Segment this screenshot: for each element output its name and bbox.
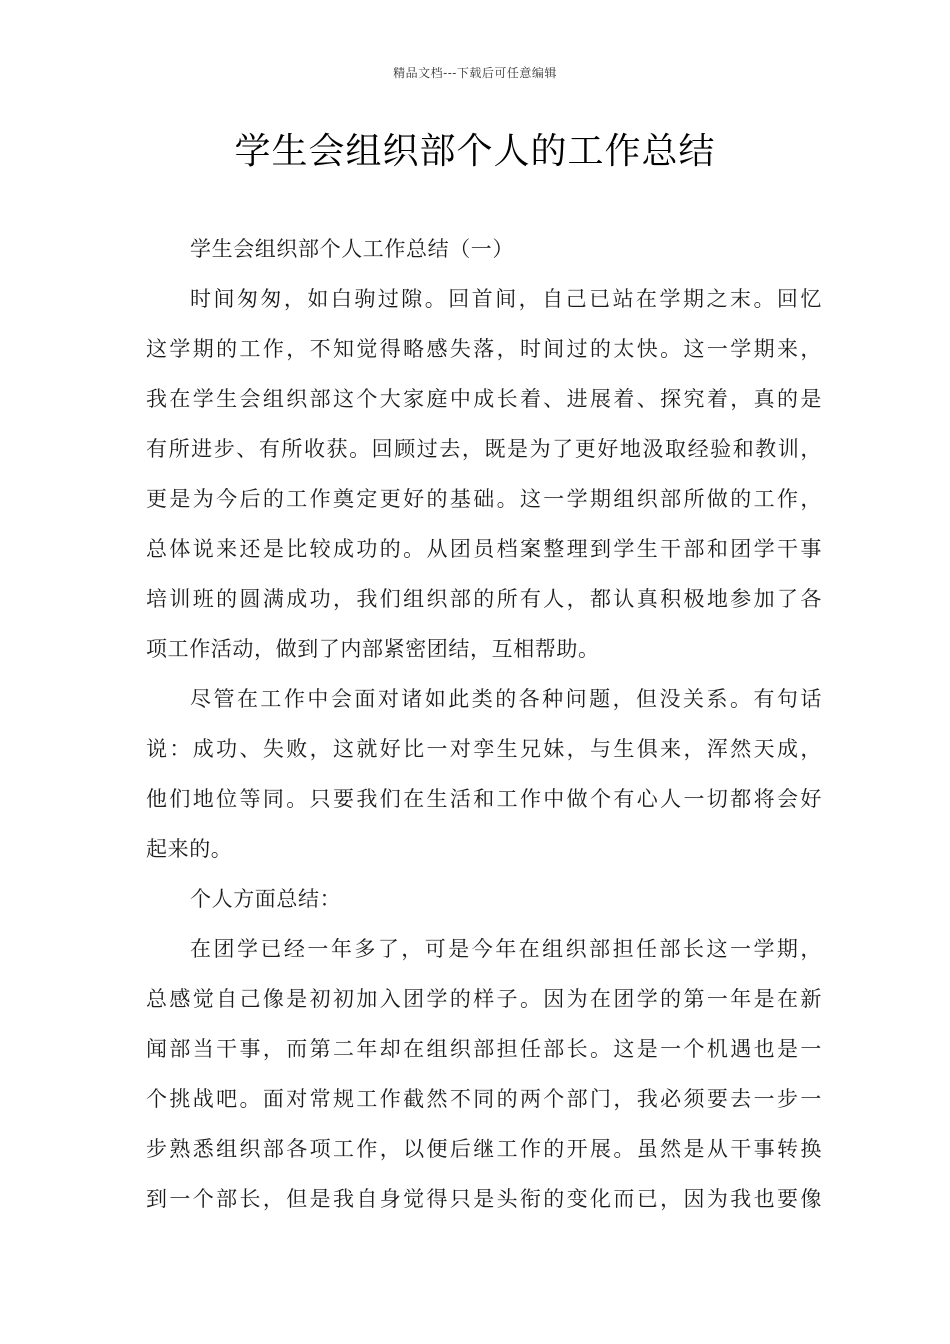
text-line: 更是为今后的工作奠定更好的基础。这一学期组织部所做的工作， xyxy=(146,487,822,511)
text-line: 到一个部长，但是我自身觉得只是头衔的变化而已，因为我也要像 xyxy=(146,1187,822,1211)
text-line: 个人方面总结： xyxy=(190,887,342,911)
text-line: 培训班的圆满成功，我们组织部的所有人，都认真积极地参加了各 xyxy=(146,587,822,611)
text-line: 尽管在工作中会面对诸如此类的各种问题，但没关系。有句话 xyxy=(190,687,822,711)
text-line: 时间匆匆，如白驹过隙。回首间，自己已站在学期之末。回忆 xyxy=(190,287,822,311)
text-line: 说：成功、失败，这就好比一对孪生兄妹，与生俱来，浑然天成， xyxy=(146,737,822,761)
text-line: 闻部当干事，而第二年却在组织部担任部长。这是一个机遇也是一 xyxy=(146,1037,822,1061)
text-line: 项工作活动，做到了内部紧密团结，互相帮助。 xyxy=(146,637,600,661)
text-line: 这学期的工作，不知觉得略感失落，时间过的太快。这一学期来， xyxy=(146,337,822,361)
text-line: 他们地位等同。只要我们在生活和工作中做个有心人一切都将会好 xyxy=(146,787,822,811)
text-line: 总体说来还是比较成功的。从团员档案整理到学生干部和团学干事 xyxy=(146,537,822,561)
text-line: 个挑战吧。面对常规工作截然不同的两个部门，我必须要去一步一 xyxy=(146,1087,822,1111)
text-line: 起来的。 xyxy=(146,837,233,861)
text-line: 学生会组织部个人工作总结（一） xyxy=(190,237,514,261)
text-line: 总感觉自己像是初初加入团学的样子。因为在团学的第一年是在新 xyxy=(146,987,822,1011)
text-line: 在团学已经一年多了，可是今年在组织部担任部长这一学期， xyxy=(190,937,822,961)
header-note: 精品文档---下载后可任意编辑 xyxy=(393,66,557,80)
document-body xyxy=(146,224,822,1224)
text-line: 有所进步、有所收获。回顾过去，既是为了更好地汲取经验和教训， xyxy=(146,437,822,461)
text-line: 我在学生会组织部这个大家庭中成长着、进展着、探究着，真的是 xyxy=(146,387,822,411)
text-line: 步熟悉组织部各项工作，以便后继工作的开展。虽然是从干事转换 xyxy=(146,1137,822,1161)
document-title: 学生会组织部个人的工作总结 xyxy=(234,131,716,172)
